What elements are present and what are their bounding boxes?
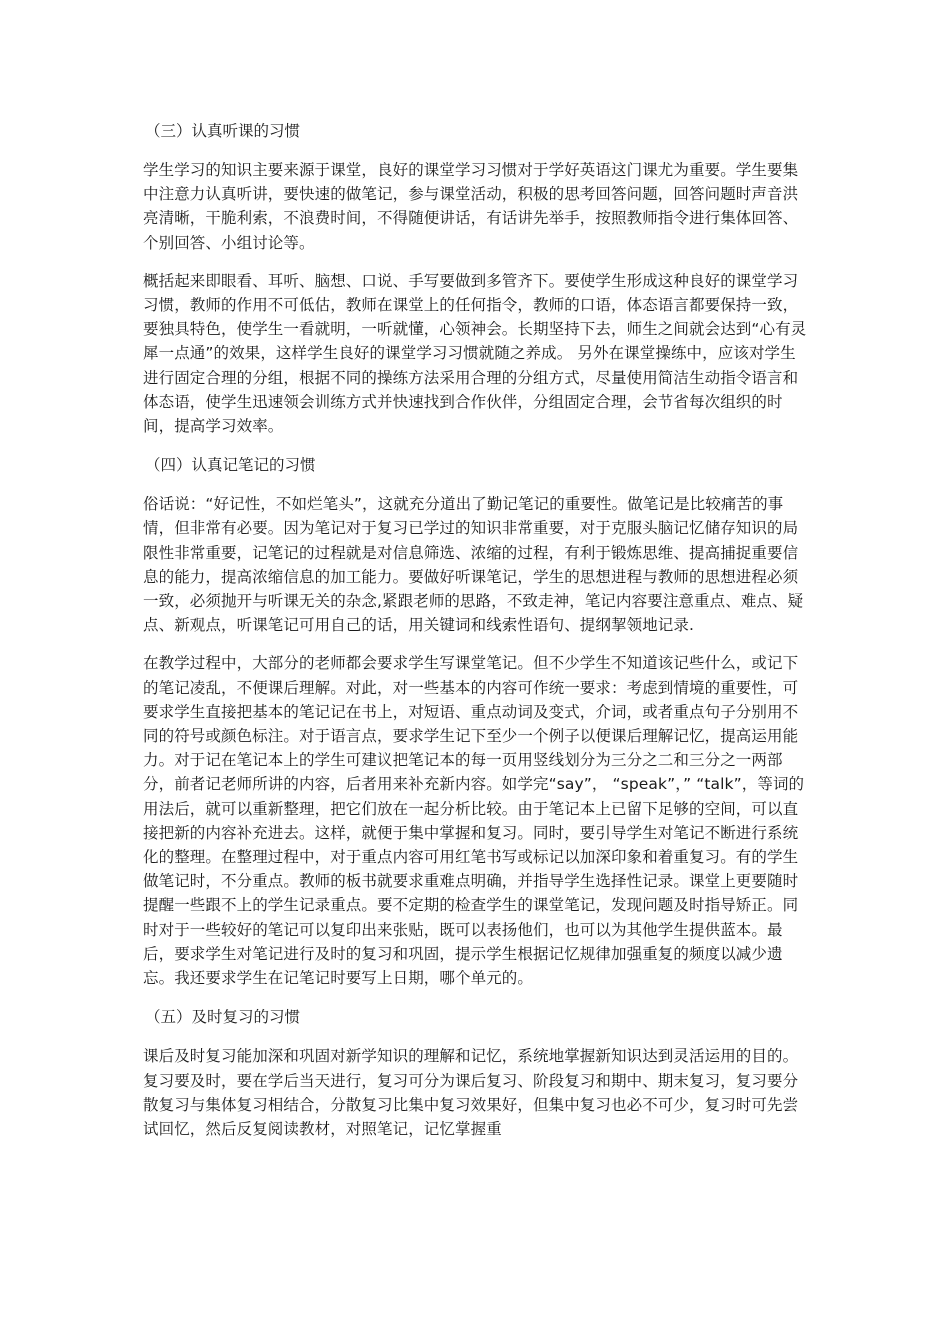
paragraph: 俗话说：“好记性，不如烂笔头”，这就充分道出了勤记笔记的重要性。做笔记是比较痛苦的事情，但非常有必要。因为笔记对于复习已学过的知识非常重要，对于克服头脑记忆储存知识的局限性非常重要，记笔记的过程就是对信息筛选、浓缩的过程，有利于锻炼思维、提高捕捉重要信息的能力，提高浓缩信息的加工能力。要做好听课笔记，学生的思想进程与教师的思想进程必须一致，必须抛开与听课无关的杂念,紧跟老师的思路，不致走神，笔记内容要注意重点、难点、疑点、新观点，听课笔记可用自己的话，用关键词和线索性语句、提纲挈领地记录.	[143, 495, 804, 635]
document-page	[143, 118, 807, 1155]
section-heading: （五）及时复习的习惯	[145, 1008, 301, 1027]
paragraph: 在教学过程中，大部分的老师都会要求学生写课堂笔记。但不少学生不知道该记些什么，或记下的笔记凌乱，不便课后理解。对此，对一些基本的内容可作统一要求：考虑到情境的重要性，可要求学生直接把基本的笔记记在书上，对短语、重点动词及变式，介词，或者重点句子分别用不同的符号或颜色标注。对于语言点，要求学生记下至少一个例子以便课后理解记忆，提高运用能力。对于记在笔记本上的学生可建议把笔记本的每一页用竖线划分为三分之二和三分之一两部分，前者记老师所讲的内容，后者用来补充新内容。如学完“say”， “speak”，” “talk”，等词的用法后，就可以重新整理，把它们放在一起分析比较。由于笔记本上已留下足够的空间，可以直接把新的内容补充进去。这样，就便于集中掌握和复习。同时，要引导学生对笔记不断进行系统化的整理。在整理过程中，对于重点内容可用红笔书写或标记以加深印象和着重复习。有的学生做笔记时，不分重点。教师的板书就要求重难点明确，并指导学生选择性记录。课堂上更要随时提醒一些跟不上的学生记录重点。要不定期的检查学生的课堂笔记，发现问题及时指导矫正。同时对于一些较好的笔记可以复印出来张贴，既可以表扬他们，也可以为其他学生提供蓝本。最后，要求学生对笔记进行及时的复习和巩固，提示学生根据记忆规律加强重复的频度以减少遗忘。我还要求学生在记笔记时要写上日期，哪个单元的。	[143, 654, 805, 988]
paragraph: 学生学习的知识主要来源于课堂，良好的课堂学习习惯对于学好英语这门课尤为重要。学生要集中注意力认真听讲，要快速的做笔记，参与课堂活动，积极的思考回答问题，回答问题时声音洪亮清晰，干脆利索，不浪费时间，不得随便讲话，有话讲先举手，按照教师指令进行集体回答、个别回答、小组讨论等。	[143, 161, 799, 252]
paragraph: 课后及时复习能加深和巩固对新学知识的理解和记忆，系统地掌握新知识达到灵活运用的目的。复习要及时，要在学后当天进行，复习可分为课后复习、阶段复习和期中、期末复习，复习要分散复习与集体复习相结合，分散复习比集中复习效果好，但集中复习也必不可少，复习时可先尝试回忆，然后反复阅读教材，对照笔记，记忆掌握重	[143, 1047, 799, 1138]
section-heading: （四）认真记笔记的习惯	[145, 456, 316, 475]
paragraph: 概括起来即眼看、耳听、脑想、口说、手写要做到多管齐下。要使学生形成这种良好的课堂学习习惯，教师的作用不可低估，教师在课堂上的任何指令，教师的口语，体态语言都要保持一致，要独具特色，使学生一看就明，一听就懂，心领神会。长期坚持下去，师生之间就会达到“心有灵犀一点通”的效果，这样学生良好的课堂学习习惯就随之养成。 另外在课堂操练中，应该对学生进行固定合理的分组，根据不同的操练方法采用合理的分组方式，尽量使用简洁生动指令语言和体态语，使学生迅速领会训练方式并快速找到合作伙伴，分组固定合理，会节省每次组织的时间，提高学习效率。	[143, 271, 807, 436]
section-heading: （三）认真听课的习惯	[145, 122, 301, 140]
